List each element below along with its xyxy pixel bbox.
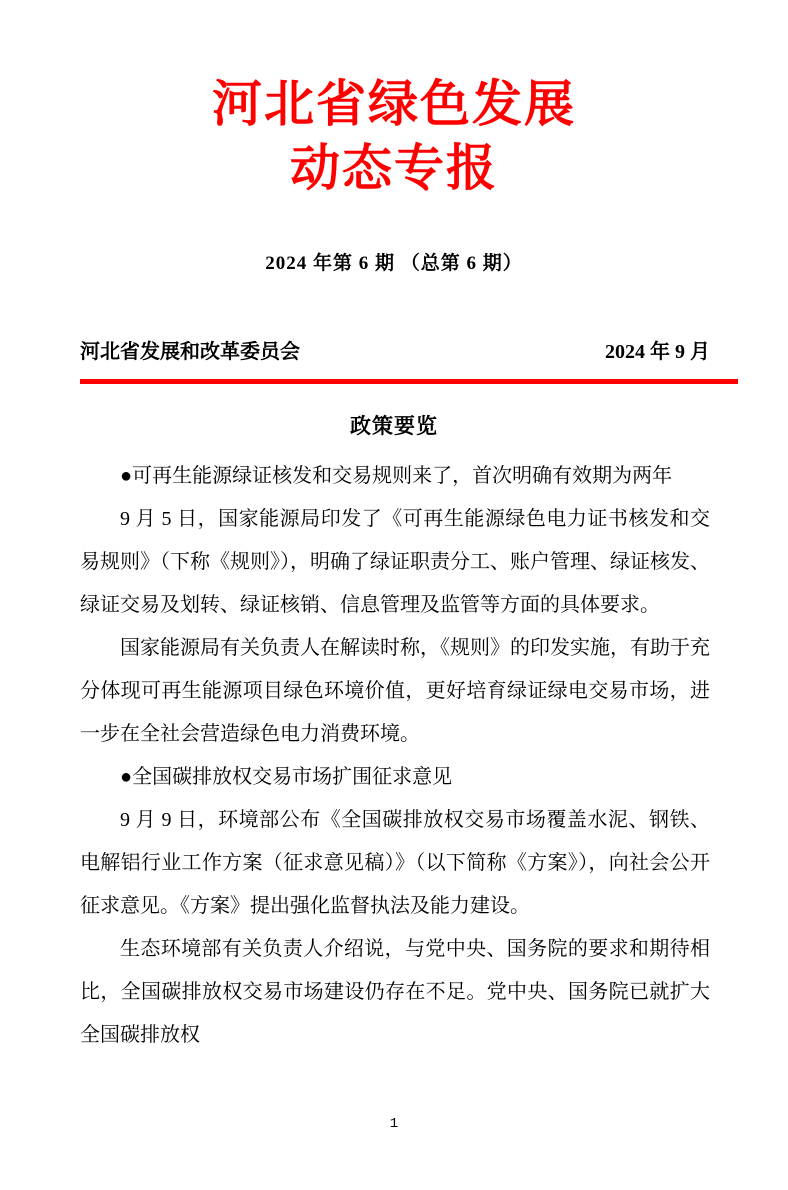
bulletin-title-line2: 动态专报 (290, 140, 498, 196)
body-paragraph: 9 月 9 日，环境部公布《全国碳排放权交易市场覆盖水泥、钢铁、电解铝行业工作方案（征求意见稿）》（以下简称《方案》），向社会公开征求意见。《方案》提出强化监督执法及能力建设。 (80, 809, 710, 917)
bulletin-page (0, 72, 788, 1190)
body-paragraph: 9 月 5 日，国家能源局印发了《可再生能源绿色电力证书核发和交易规则》（下称《规则》），明确了绿证职责分工、账户管理、绿证核发、绿证交易及划转、绿证核销、信息管理及监管等方面的具体要求。 (80, 508, 710, 616)
body-paragraph: 生态环境部有关负责人介绍说，与党中央、国务院的要求和期待相比，全国碳排放权交易市场建设仍存在不足。党中央、国务院已就扩大全国碳排放权 (80, 938, 710, 1046)
issuing-organization: 河北省发展和改革委员会 (80, 341, 300, 363)
section-title: 政策要览 (350, 414, 438, 438)
policy-bullet-headline: ●可再生能源绿证核发和交易规则来了，首次明确有效期为两年 (120, 465, 673, 487)
bulletin-title (0, 72, 788, 200)
masthead-row (80, 335, 710, 364)
red-divider-rule (80, 379, 738, 384)
policy-bullet-headline: ●全国碳排放权交易市场扩围征求意见 (120, 766, 453, 788)
issue-number-line: 2024 年第 6 期 （总第 6 期） (265, 253, 523, 274)
bulletin-title-line1: 河北省绿色发展 (212, 76, 576, 132)
page-number: 1 (389, 1116, 399, 1132)
issue-date: 2024 年 9 月 (605, 341, 710, 363)
body-content (80, 455, 710, 1057)
body-paragraph: 国家能源局有关负责人在解读时称，《规则》的印发实施，有助于充分体现可再生能源项目绿色环境价值，更好培育绿证绿电交易市场，进一步在全社会营造绿色电力消费环境。 (80, 637, 710, 745)
